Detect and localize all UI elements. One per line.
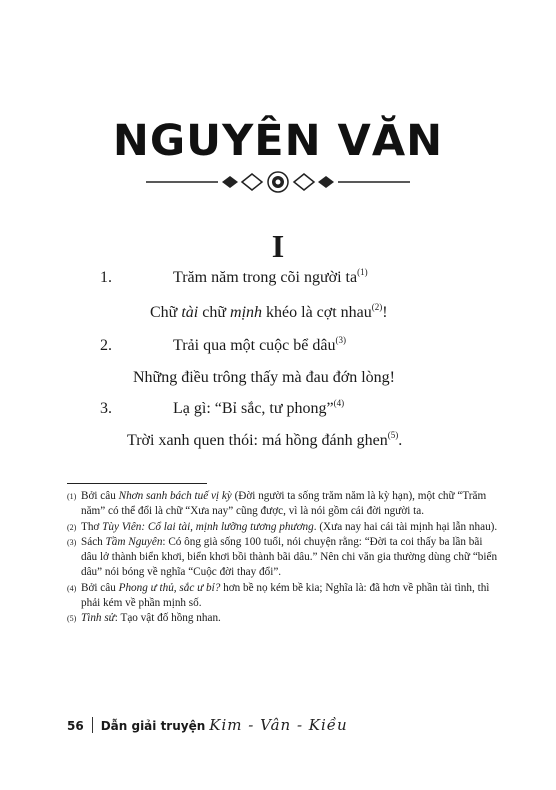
footnote-rule: [67, 483, 207, 484]
book-series-label: Dẫn giải truyện: [100, 719, 206, 733]
footnote: (2) Thơ Tùy Viên: Cổ lai tài, mịnh lưỡng tương phương. (Xưa nay hai cái tài mịnh hại lẫn nhau).: [67, 520, 498, 533]
footnote: (1) Bởi câu Nhơn sanh bách tuế vị kỳ (Đời người ta sống trăm năm là kỳ hạn), một chữ “Trăm năm” có thể đổi là chữ “Xưa nay” cũng được, vì là nói gồm cái đời người ta.: [67, 490, 487, 518]
footnote: (4) Bởi câu Phong ư thủ, sắc ư bỉ? hơn bề nọ kém bề kia; Nghĩa là: đã hơn về phần tài tình, thì phải kém về phần mịnh số.: [67, 581, 490, 610]
section-heading: I: [271, 228, 285, 264]
book-script-title: Kim - Vân - Kiều: [209, 716, 348, 734]
footer-divider: [92, 717, 93, 733]
ornament-divider: [146, 170, 410, 194]
page-number: 56: [67, 719, 84, 733]
verse-line: Chữ tài chữ mịnh khéo là cợt nhau$^{(2)}$!: [150, 302, 388, 321]
footnote: (5) Tình sử: Tạo vật đố hồng nhan.: [67, 612, 221, 625]
verse-line: Trải qua một cuộc bể dâu$^{(3)}$: [173, 335, 346, 354]
verse-number: 1.: [100, 269, 112, 286]
running-footer: [67, 716, 348, 734]
verse-line: Những điều trông thấy mà đau đớn lòng!: [133, 369, 395, 386]
verse-line: Trăm năm trong cõi người $ta^{(1)}$: [173, 267, 368, 286]
verse-line: Lạ gì: “Bỉ sắc, tư phong”$^{(4)}$: [173, 398, 345, 417]
footnote: (3) Sách Tầm Nguyên: Có ông già sống 100 tuổi, nói chuyện rằng: “Đời ta coi thấy ba lần bãi dâu lở thành biển khơi, biển khơi bồi thành bãi dâu.” Nên chi văn gia thường dùng chữ “biển dâu” nói bóng về nghĩa “Cuộc đời thay đổi”.: [67, 535, 498, 579]
verse-number: 2.: [100, 337, 112, 354]
footnotes: [67, 489, 499, 627]
verse-line: Trời xanh quen thói: má hồng đánh ghen$^{(5)}$.: [127, 430, 403, 449]
page-title: NGUYÊN VĂN: [112, 116, 444, 166]
verse-number: 3.: [100, 400, 112, 417]
